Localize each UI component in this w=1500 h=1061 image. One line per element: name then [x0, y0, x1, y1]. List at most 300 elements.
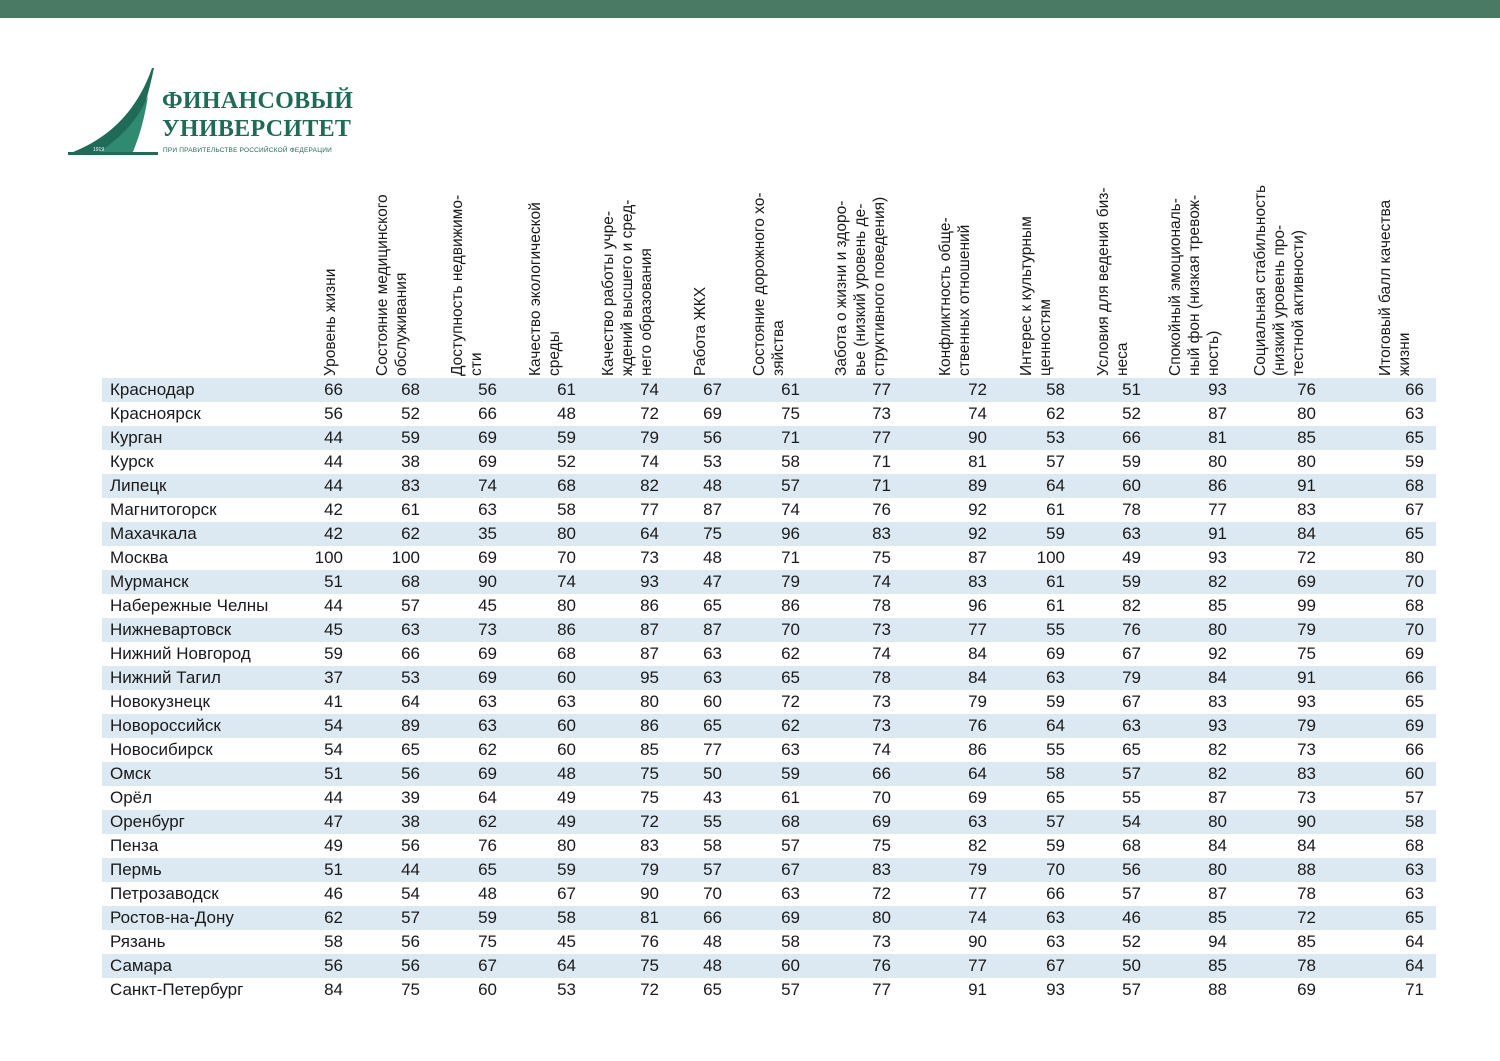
table-cell: 69 — [478, 764, 497, 783]
table-cell: 74 — [781, 500, 800, 519]
table-cell: 96 — [968, 596, 987, 615]
table-cell: 54 — [401, 884, 420, 903]
city-name: Оренбург — [110, 812, 185, 831]
table-cell: 67 — [1046, 956, 1065, 975]
table-cell: 93 — [1208, 380, 1227, 399]
table-cell: 79 — [781, 572, 800, 591]
table-cell: 63 — [1405, 404, 1424, 423]
table-cell: 81 — [968, 452, 987, 471]
city-name: Петрозаводск — [110, 884, 219, 903]
table-row — [102, 690, 1436, 714]
table-cell: 80 — [557, 596, 576, 615]
table-cell: 74 — [557, 572, 576, 591]
table-cell: 66 — [872, 764, 891, 783]
table-cell: 75 — [872, 548, 891, 567]
table-cell: 75 — [1297, 644, 1316, 663]
column-header-12: Спокойный эмоциональ- ный фон (низкая тревож- ность) — [1167, 194, 1222, 376]
table-cell: 42 — [324, 524, 343, 543]
city-name: Нижний Тагил — [110, 668, 221, 687]
table-cell: 74 — [640, 452, 659, 471]
table-cell: 83 — [1297, 500, 1316, 519]
table-cell: 44 — [324, 428, 343, 447]
table-cell: 57 — [703, 860, 722, 879]
table-cell: 57 — [401, 908, 420, 927]
table-row — [102, 978, 1436, 1002]
table-cell: 47 — [324, 812, 343, 831]
table-cell: 77 — [703, 740, 722, 759]
table-cell: 61 — [1046, 572, 1065, 591]
table-cell: 73 — [872, 716, 891, 735]
table-cell: 72 — [640, 404, 659, 423]
table-cell: 83 — [1297, 764, 1316, 783]
table-cell: 79 — [968, 692, 987, 711]
table-cell: 63 — [1405, 860, 1424, 879]
table-cell: 78 — [1122, 500, 1141, 519]
table-cell: 65 — [478, 860, 497, 879]
table-cell: 84 — [968, 668, 987, 687]
table-cell: 80 — [872, 908, 891, 927]
table-cell: 75 — [478, 932, 497, 951]
table-cell: 67 — [478, 956, 497, 975]
table-row — [102, 762, 1436, 786]
table-cell: 63 — [478, 500, 497, 519]
table-cell: 59 — [781, 764, 800, 783]
table-cell: 79 — [968, 860, 987, 879]
column-header-1: Уровень жизни — [322, 268, 339, 376]
table-cell: 83 — [640, 836, 659, 855]
table-cell: 92 — [968, 500, 987, 519]
table-cell: 88 — [1297, 860, 1316, 879]
table-cell: 65 — [1405, 692, 1424, 711]
table-row — [102, 786, 1436, 810]
table-row — [102, 570, 1436, 594]
table-cell: 62 — [478, 740, 497, 759]
table-cell: 57 — [1122, 884, 1141, 903]
table-cell: 48 — [557, 404, 576, 423]
table-row — [102, 738, 1436, 762]
table-cell: 51 — [324, 764, 343, 783]
table-cell: 88 — [1208, 980, 1227, 999]
table-cell: 67 — [557, 884, 576, 903]
table-cell: 99 — [1297, 596, 1316, 615]
table-cell: 75 — [640, 956, 659, 975]
column-header-5: Качество работы учре- ждений высшего и сред- него образования — [600, 199, 655, 376]
table-cell: 48 — [703, 476, 722, 495]
table-cell: 67 — [1405, 500, 1424, 519]
table-cell: 66 — [401, 644, 420, 663]
table-cell: 72 — [1297, 548, 1316, 567]
table-cell: 69 — [1297, 980, 1316, 999]
table-cell: 70 — [781, 620, 800, 639]
table-row — [102, 426, 1436, 450]
table-cell: 54 — [324, 740, 343, 759]
table-cell: 77 — [968, 956, 987, 975]
column-header-8: Забота о жизни и здоро- вье (низкий уровень де- структивного поведения) — [833, 196, 888, 376]
table-cell: 69 — [478, 548, 497, 567]
table-cell: 66 — [1122, 428, 1141, 447]
table-cell: 75 — [640, 764, 659, 783]
city-name: Ростов-на-Дону — [110, 908, 234, 927]
table-cell: 60 — [1122, 476, 1141, 495]
table-cell: 81 — [640, 908, 659, 927]
table-cell: 100 — [1036, 548, 1065, 567]
city-name: Пермь — [110, 860, 162, 879]
table-cell: 65 — [401, 740, 420, 759]
table-cell: 59 — [557, 860, 576, 879]
table-cell: 60 — [478, 980, 497, 999]
table-cell: 55 — [1122, 788, 1141, 807]
table-cell: 85 — [1297, 932, 1316, 951]
table-cell: 49 — [324, 836, 343, 855]
table-cell: 86 — [968, 740, 987, 759]
column-header-6: Работа ЖКХ — [692, 286, 709, 376]
column-header-4: Качество экологической среды — [527, 202, 563, 376]
table-cell: 81 — [1208, 428, 1227, 447]
table-cell: 66 — [1405, 380, 1424, 399]
table-cell: 60 — [557, 668, 576, 687]
table-cell: 63 — [781, 884, 800, 903]
table-cell: 66 — [703, 908, 722, 927]
table-cell: 58 — [781, 452, 800, 471]
table-cell: 56 — [478, 380, 497, 399]
table-cell: 38 — [401, 452, 420, 471]
city-name: Омск — [110, 764, 151, 783]
table-cell: 78 — [872, 596, 891, 615]
table-cell: 45 — [557, 932, 576, 951]
table-cell: 61 — [781, 788, 800, 807]
table-cell: 84 — [1208, 836, 1227, 855]
table-cell: 75 — [640, 788, 659, 807]
table-cell: 86 — [1208, 476, 1227, 495]
top-bar — [0, 0, 1500, 18]
table-cell: 75 — [872, 836, 891, 855]
table-cell: 59 — [1122, 452, 1141, 471]
table-cell: 86 — [781, 596, 800, 615]
city-name: Красноярск — [110, 404, 201, 423]
table-cell: 57 — [1405, 788, 1424, 807]
table-cell: 35 — [478, 524, 497, 543]
table-cell: 39 — [401, 788, 420, 807]
table-cell: 73 — [1297, 788, 1316, 807]
table-row — [102, 450, 1436, 474]
table-cell: 62 — [1046, 404, 1065, 423]
table-cell: 57 — [1046, 812, 1065, 831]
table-cell: 64 — [401, 692, 420, 711]
table-cell: 80 — [1208, 860, 1227, 879]
table-cell: 72 — [968, 380, 987, 399]
table-cell: 65 — [1405, 428, 1424, 447]
table-cell: 64 — [557, 956, 576, 975]
table-row — [102, 642, 1436, 666]
table-cell: 48 — [703, 548, 722, 567]
table-cell: 91 — [1208, 524, 1227, 543]
table-cell: 69 — [968, 788, 987, 807]
table-cell: 61 — [1046, 500, 1065, 519]
table-row — [102, 666, 1436, 690]
table-cell: 72 — [640, 980, 659, 999]
table-cell: 57 — [781, 476, 800, 495]
table-cell: 51 — [324, 572, 343, 591]
table-cell: 75 — [401, 980, 420, 999]
table-cell: 69 — [703, 404, 722, 423]
table-cell: 90 — [640, 884, 659, 903]
table-cell: 79 — [1297, 620, 1316, 639]
table-cell: 69 — [872, 812, 891, 831]
table-cell: 62 — [781, 644, 800, 663]
table-cell: 80 — [1297, 404, 1316, 423]
city-name: Санкт-Петербург — [110, 980, 244, 999]
table-cell: 93 — [1046, 980, 1065, 999]
city-name: Нижневартовск — [110, 620, 232, 639]
table-cell: 93 — [1208, 716, 1227, 735]
table-cell: 65 — [1405, 524, 1424, 543]
city-name: Рязань — [110, 932, 166, 951]
table-cell: 76 — [968, 716, 987, 735]
table-cell: 69 — [478, 452, 497, 471]
table-cell: 63 — [1046, 908, 1065, 927]
table-cell: 44 — [324, 452, 343, 471]
table-cell: 63 — [1046, 668, 1065, 687]
table-cell: 80 — [1208, 620, 1227, 639]
table-cell: 73 — [478, 620, 497, 639]
table-cell: 77 — [872, 380, 891, 399]
table-cell: 38 — [401, 812, 420, 831]
table-cell: 70 — [1405, 620, 1424, 639]
table-cell: 59 — [1046, 836, 1065, 855]
column-header-9: Конфликтность обще- ственных отношений — [937, 217, 973, 376]
table-cell: 93 — [640, 572, 659, 591]
table-cell: 46 — [324, 884, 343, 903]
table-cell: 73 — [640, 548, 659, 567]
table-row — [102, 930, 1436, 954]
table-cell: 85 — [1208, 956, 1227, 975]
table-cell: 58 — [781, 932, 800, 951]
table-cell: 63 — [1405, 884, 1424, 903]
table-cell: 55 — [1046, 620, 1065, 639]
table-cell: 55 — [703, 812, 722, 831]
table-cell: 61 — [557, 380, 576, 399]
table-cell: 56 — [401, 932, 420, 951]
table-cell: 42 — [324, 500, 343, 519]
table-row — [102, 954, 1436, 978]
table-cell: 52 — [1122, 932, 1141, 951]
table-cell: 67 — [1122, 692, 1141, 711]
column-header-11: Условия для ведения биз- неса — [1095, 187, 1131, 376]
table-cell: 60 — [557, 740, 576, 759]
table-cell: 73 — [872, 404, 891, 423]
table-row — [102, 378, 1436, 402]
table-cell: 60 — [1405, 764, 1424, 783]
table-cell: 100 — [314, 548, 343, 567]
table-cell: 84 — [324, 980, 343, 999]
table-cell: 73 — [872, 620, 891, 639]
city-name: Курск — [110, 452, 154, 471]
table-cell: 70 — [1405, 572, 1424, 591]
table-row — [102, 594, 1436, 618]
table-cell: 82 — [1122, 596, 1141, 615]
table-cell: 78 — [1297, 884, 1316, 903]
table-cell: 53 — [557, 980, 576, 999]
table-cell: 62 — [324, 908, 343, 927]
table-cell: 100 — [391, 548, 420, 567]
table-cell: 85 — [1297, 428, 1316, 447]
table-cell: 52 — [401, 404, 420, 423]
city-name: Махачкала — [110, 524, 197, 543]
table-cell: 68 — [1405, 596, 1424, 615]
table-cell: 50 — [1122, 956, 1141, 975]
city-name: Мурманск — [110, 572, 189, 591]
table-cell: 62 — [401, 524, 420, 543]
table-cell: 72 — [1297, 908, 1316, 927]
table-cell: 59 — [1046, 692, 1065, 711]
table-cell: 70 — [557, 548, 576, 567]
table-cell: 70 — [703, 884, 722, 903]
table-cell: 58 — [324, 932, 343, 951]
city-name: Москва — [110, 548, 169, 567]
table-cell: 41 — [324, 692, 343, 711]
table-cell: 82 — [640, 476, 659, 495]
table-cell: 48 — [557, 764, 576, 783]
table-cell: 56 — [401, 764, 420, 783]
table-cell: 87 — [1208, 884, 1227, 903]
table-cell: 92 — [968, 524, 987, 543]
table-cell: 70 — [1046, 860, 1065, 879]
table-cell: 80 — [1297, 452, 1316, 471]
table-cell: 77 — [872, 428, 891, 447]
table-cell: 82 — [1208, 740, 1227, 759]
table-cell: 49 — [557, 812, 576, 831]
table-cell: 63 — [1122, 524, 1141, 543]
table-cell: 82 — [1208, 572, 1227, 591]
table-cell: 62 — [478, 812, 497, 831]
table-cell: 77 — [968, 884, 987, 903]
table-cell: 56 — [1122, 860, 1141, 879]
table-cell: 60 — [557, 716, 576, 735]
table-cell: 63 — [1046, 932, 1065, 951]
city-name: Курган — [110, 428, 163, 447]
table-cell: 57 — [401, 596, 420, 615]
table-cell: 65 — [703, 716, 722, 735]
table-cell: 90 — [968, 932, 987, 951]
table-cell: 73 — [872, 932, 891, 951]
table-cell: 71 — [781, 548, 800, 567]
table-cell: 57 — [1122, 764, 1141, 783]
city-name: Краснодар — [110, 380, 195, 399]
city-name: Набережные Челны — [110, 596, 269, 615]
table-cell: 69 — [781, 908, 800, 927]
table-cell: 57 — [781, 836, 800, 855]
table-cell: 65 — [1405, 908, 1424, 927]
table-cell: 93 — [1208, 548, 1227, 567]
table-cell: 44 — [324, 476, 343, 495]
table-cell: 44 — [324, 596, 343, 615]
table-cell: 85 — [1208, 596, 1227, 615]
logo-title-line2: УНИВЕРСИТЕТ — [162, 116, 352, 142]
table-cell: 90 — [968, 428, 987, 447]
table-cell: 93 — [1297, 692, 1316, 711]
table-cell: 74 — [640, 380, 659, 399]
table-cell: 53 — [401, 668, 420, 687]
column-header-2: Состояние медицинского обслуживания — [374, 194, 410, 376]
column-header-13: Социальная стабильность (низкий уровень про- тестной активности) — [1252, 184, 1307, 376]
table-cell: 90 — [1297, 812, 1316, 831]
table-cell: 49 — [557, 788, 576, 807]
table-cell: 65 — [703, 596, 722, 615]
table-cell: 46 — [1122, 908, 1141, 927]
table-cell: 84 — [1208, 668, 1227, 687]
table-cell: 69 — [478, 428, 497, 447]
table-cell: 77 — [640, 500, 659, 519]
table-cell: 83 — [401, 476, 420, 495]
table-cell: 67 — [703, 380, 722, 399]
table-cell: 77 — [872, 980, 891, 999]
table-cell: 76 — [872, 500, 891, 519]
table-cell: 91 — [1297, 476, 1316, 495]
table-cell: 56 — [703, 428, 722, 447]
table-cell: 71 — [781, 428, 800, 447]
city-name: Пенза — [110, 836, 159, 855]
table-cell: 91 — [968, 980, 987, 999]
table-cell: 84 — [968, 644, 987, 663]
table-cell: 63 — [478, 692, 497, 711]
quality-of-life-table — [102, 378, 1436, 1002]
table-row — [102, 858, 1436, 882]
table-cell: 85 — [1208, 908, 1227, 927]
table-cell: 71 — [872, 476, 891, 495]
city-name: Магнитогорск — [110, 500, 217, 519]
table-cell: 56 — [401, 956, 420, 975]
table-cell: 84 — [1297, 524, 1316, 543]
city-name: Орёл — [110, 788, 153, 807]
table-cell: 63 — [781, 740, 800, 759]
university-logo — [66, 66, 366, 158]
table-cell: 64 — [968, 764, 987, 783]
table-cell: 89 — [968, 476, 987, 495]
table-cell: 80 — [1405, 548, 1424, 567]
table-cell: 45 — [324, 620, 343, 639]
table-cell: 44 — [401, 860, 420, 879]
table-cell: 64 — [1405, 956, 1424, 975]
table-cell: 66 — [324, 380, 343, 399]
table-row — [102, 882, 1436, 906]
table-cell: 75 — [781, 404, 800, 423]
table-cell: 61 — [1046, 596, 1065, 615]
table-row — [102, 834, 1436, 858]
table-cell: 79 — [1122, 668, 1141, 687]
table-cell: 80 — [557, 524, 576, 543]
table-cell: 69 — [1046, 644, 1065, 663]
table-cell: 71 — [872, 452, 891, 471]
table-cell: 91 — [1297, 668, 1316, 687]
table-cell: 92 — [1208, 644, 1227, 663]
table-cell: 87 — [1208, 788, 1227, 807]
table-cell: 73 — [872, 692, 891, 711]
table-cell: 59 — [557, 428, 576, 447]
table-cell: 54 — [1122, 812, 1141, 831]
table-cell: 61 — [401, 500, 420, 519]
table-cell: 69 — [1405, 716, 1424, 735]
table-row — [102, 402, 1436, 426]
table-cell: 78 — [1297, 956, 1316, 975]
table-row — [102, 498, 1436, 522]
table-cell: 44 — [324, 788, 343, 807]
table-cell: 64 — [1046, 476, 1065, 495]
table-cell: 66 — [1405, 740, 1424, 759]
table-cell: 76 — [1122, 620, 1141, 639]
table-cell: 48 — [703, 932, 722, 951]
table-cell: 45 — [478, 596, 497, 615]
table-cell: 63 — [1122, 716, 1141, 735]
